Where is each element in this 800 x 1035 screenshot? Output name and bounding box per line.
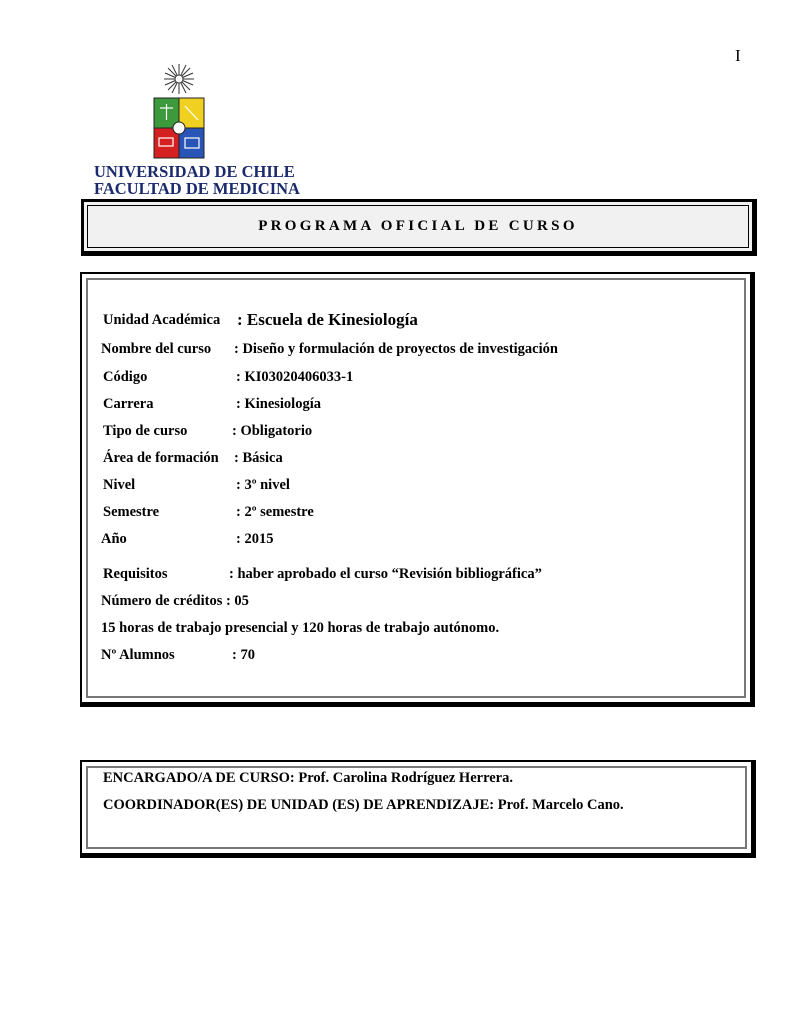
course-info-box [80,272,755,707]
credits-line: Número de créditos : 05 [101,593,249,609]
info-value: : KI03020406033-1 [236,369,354,385]
info-label: Nombre del curso [101,341,212,357]
university-crest-logo [150,62,208,162]
info-value: : Escuela de Kinesiología [237,310,418,329]
info-value: : Kinesiología [236,396,321,412]
info-value: : 3º nivel [236,477,290,493]
info-value: : Diseño y formulación de proyectos de investigación [234,341,558,357]
institution-header [94,163,300,197]
title-box [81,199,757,256]
encargado-line: ENCARGADO/A DE CURSO: Prof. Carolina Rodríguez Herrera. [103,770,513,786]
info-value: : Básica [234,450,283,466]
hours-line: 15 horas de trabajo presencial y 120 horas de trabajo autónomo. [101,620,500,636]
info-value: : haber aprobado el curso “Revisión bibliográfica” [229,566,542,582]
university-name: UNIVERSIDAD DE CHILE [94,162,295,181]
info-label: Código [103,369,148,385]
info-value: : Obligatorio [232,423,313,439]
info-label: Tipo de curso [103,423,188,439]
info-value: : 70 [232,647,255,663]
info-label: Área de formación [103,450,219,466]
info-label: Nivel [103,477,136,493]
faculty-name: FACULTAD DE MEDICINA [94,179,300,198]
info-value: : 2015 [236,531,274,547]
info-label: Requisitos [103,566,168,582]
info-label: Carrera [103,396,154,412]
page-number: I [735,46,741,65]
coordinador-line: COORDINADOR(ES) DE UNIDAD (ES) DE APRENDIZAJE: Prof. Marcelo Cano. [103,797,624,813]
document-title: PROGRAMA OFICIAL DE CURSO [87,205,749,248]
info-value: : 2º semestre [236,504,314,520]
info-label: Año [101,531,127,547]
info-label: Semestre [103,504,160,520]
info-label: Nº Alumnos [101,647,175,663]
info-label: Unidad Académica [103,312,221,328]
